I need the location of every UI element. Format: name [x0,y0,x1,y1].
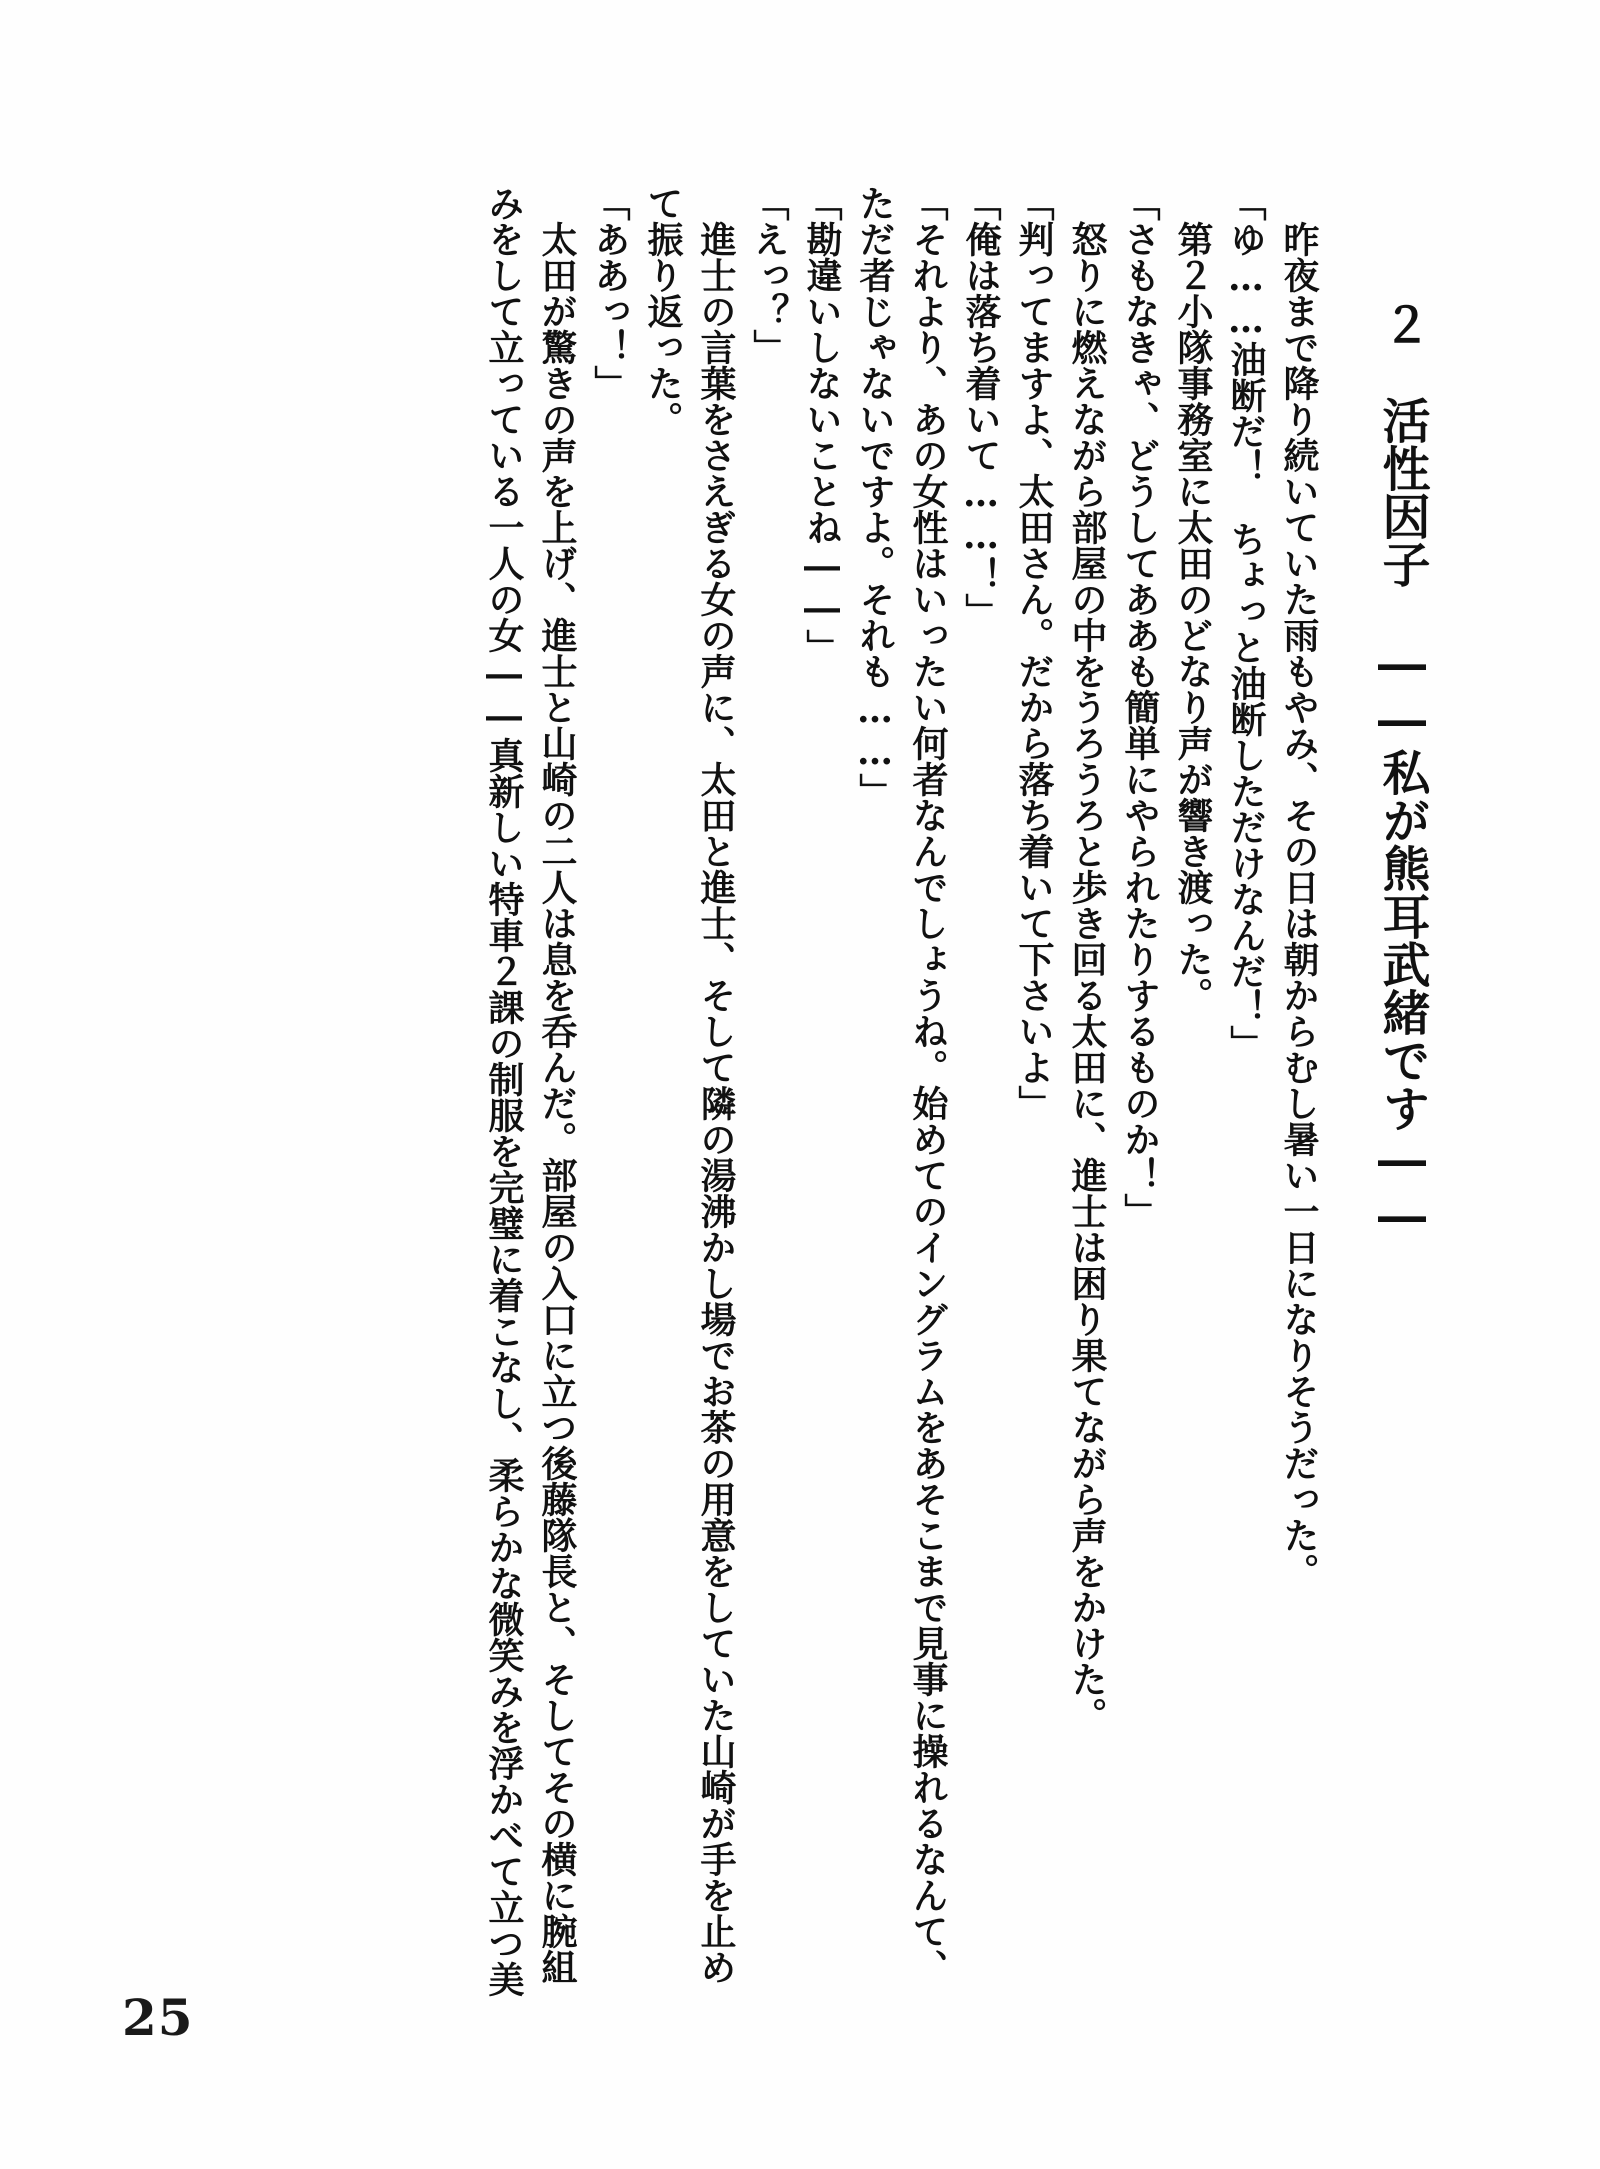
body-text [160,185,1325,2035]
body-line: 第２小隊事務室に太田のどなり声が響き渡った。 [1172,185,1214,1013]
body-line: 「さもなきゃ、どうしてああも簡単にやられたりするものか！」 [1119,185,1161,1229]
body-line: 「判ってますよ、太田さん。だから落ち着いて下さいよ」 [1013,185,1055,1121]
body-line: 太田が驚きの声を上げ、進士と山崎の二人は息を呑んだ。部屋の入口に立つ後藤隊長と、そしてその横に腕組 [536,185,578,1985]
body-line: 「俺は落ち着いて……！」 [960,185,1002,629]
body-line: 「勘違いしないことね――」 [801,185,843,665]
body-line: 進士の言葉をさえぎる女の声に、太田と進士、そして隣の湯沸かし場でお茶の用意をしていた山崎が手を止め [695,185,737,1985]
body-line: て振り返った。 [642,185,684,437]
page-number: 25 [122,1988,194,2047]
body-line: 「ああっ！」 [589,185,631,401]
chapter-title: ２ 活性因子 ――私が熊耳武緒です―― [1374,300,1430,1244]
body-line: 「えっ？」 [748,185,790,365]
body-line: 怒りに燃えながら部屋の中をうろうろと歩き回る太田に、進士は困り果てながら声をかけた。 [1066,185,1108,1733]
body-line: 「それより、あの女性はいったい何者なんでしょうね。始めてのイングラムをあそこまで見事に操れるなんて、 [907,185,949,1985]
body-line: ただ者じゃないですよ。それも……」 [854,185,896,809]
body-line: 「ゆ……油断だ！ ちょっと油断しただけなんだ！」 [1225,185,1267,1061]
body-line: みをして立っている一人の女――真新しい特車２課の制服を完璧に着こなし、柔らかな微笑みを浮かべて立つ美 [483,185,525,1997]
body-line: 昨夜まで降り続いていた雨もやみ、その日は朝からむし暑い一日になりそうだった。 [1278,185,1320,1589]
